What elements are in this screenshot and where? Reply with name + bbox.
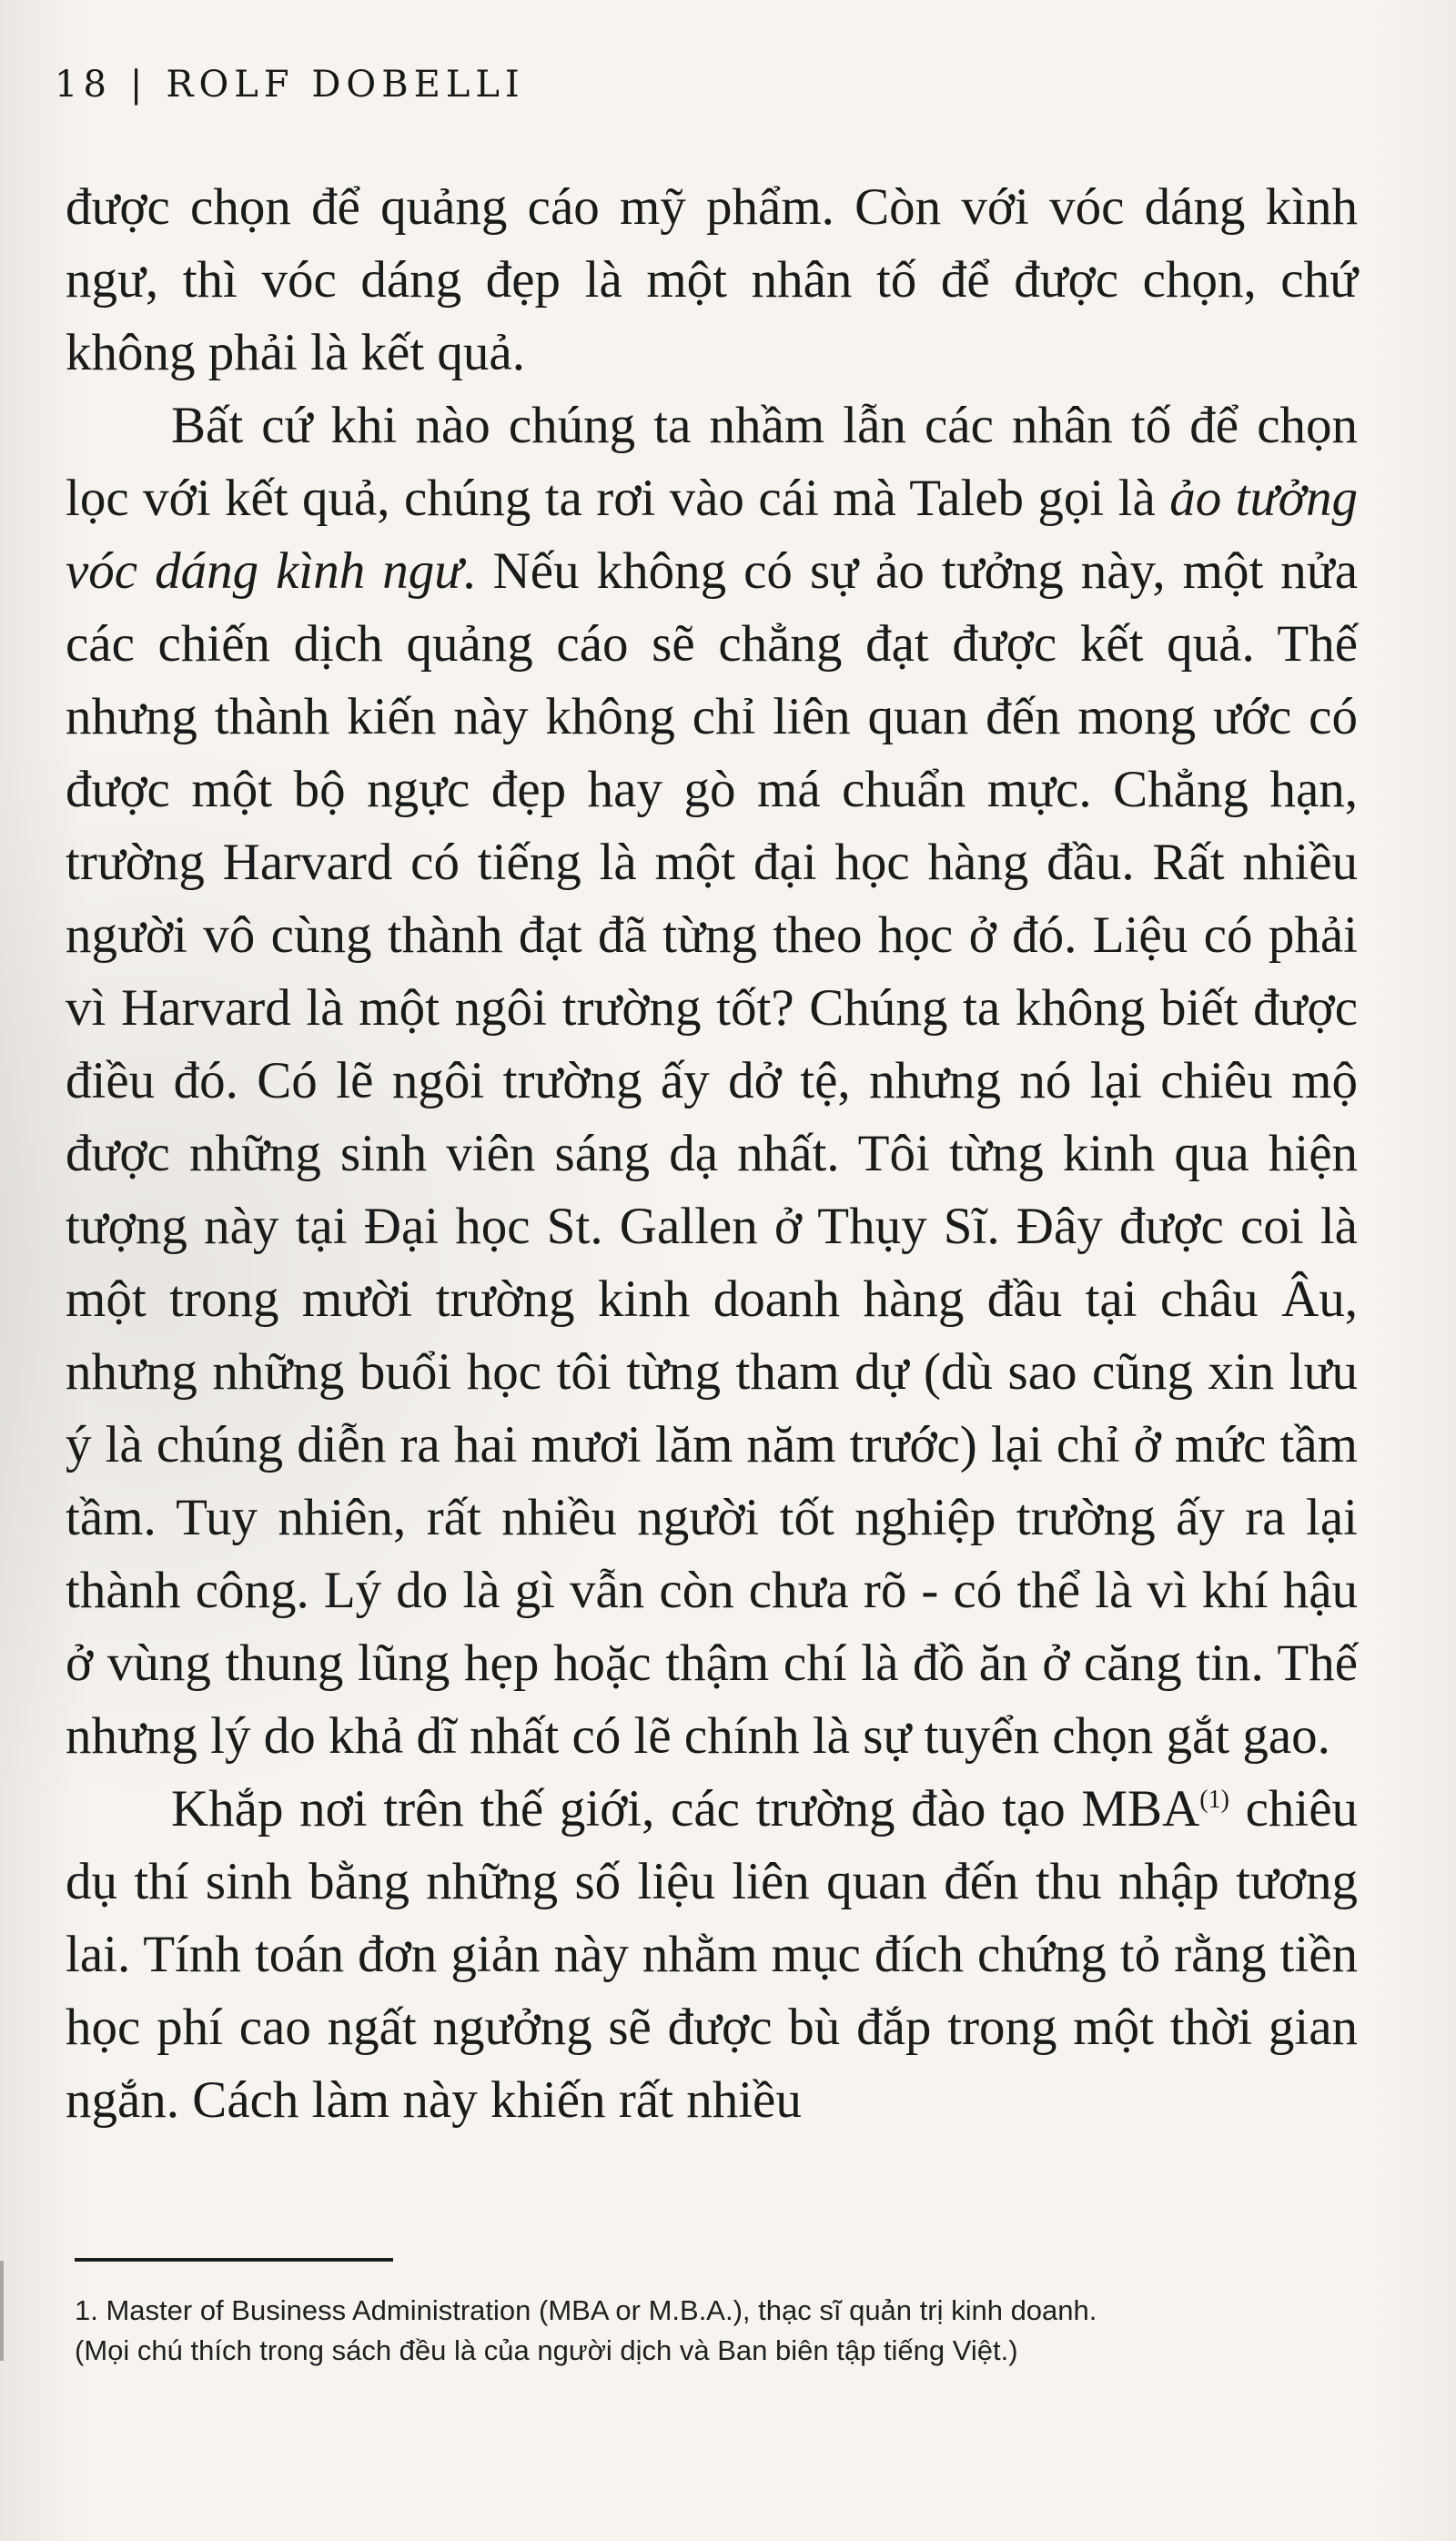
paragraph-3: [66, 1773, 1358, 2137]
paragraph-3-text-start: Khắp nơi trên thế giới, các trường đào tạo MBA: [171, 1780, 1200, 1837]
page-number: 18: [55, 64, 112, 106]
paragraph-1: được chọn để quảng cáo mỹ phẩm. Còn với vóc dáng kình ngư, thì vóc dáng đẹp là một nhân tố để được chọn, chứ không phải là kết quả.: [66, 178, 1358, 381]
paragraph-3-text-end: chiêu dụ thí sinh bằng những số liệu liên quan đến thu nhập tương lai. Tính toán đơn giản này nhằm mục đích chứng tỏ rằng tiền học phí cao ngất ngưởng sẽ được bù đắp trong một thời gian ngắn. Cách làm này khiến rất nhiều: [66, 1780, 1359, 2129]
paragraph-2: [66, 390, 1358, 1773]
footnote-rule: [75, 2258, 393, 2262]
footnote-line-1: 1. Master of Business Administration (MBA or M.B.A.), thạc sĩ quản trị kinh doanh.: [75, 2294, 1097, 2326]
footnote-line-2: (Mọi chú thích trong sách đều là của người dịch và Ban biên tập tiếng Việt.): [75, 2334, 1018, 2366]
header-separator: |: [129, 64, 148, 106]
paragraph-2-italic-term: ảo tưởng vóc dáng kình ngư: [66, 470, 1358, 600]
author-name: ROLF DOBELLI: [166, 64, 525, 106]
paragraph-2-text-end: . Nếu không có sự ảo tưởng này, một nửa các chiến dịch quảng cáo sẽ chẳng đạt được kết quả. Thế nhưng thành kiến này không chỉ liên quan đến mong ước có được một bộ ngực đẹp hay gò má chuẩn mực. Chẳng hạn, trường Harvard có tiếng là một đại học hàng đầu. Rất nhiều người vô cùng thành đạt đã từng theo học ở đó. Liệu có phải vì Harvard là một ngôi trường tốt? Chúng ta không biết được điều đó. Có lẽ ngôi trường ấy dở tệ, nhưng nó lại chiêu mộ được những sinh viên sáng dạ nhất. Tôi từng kinh qua hiện tượng này tại Đại học St. Gallen ở Thụy Sĩ. Đây được coi là một trong mười trường kinh doanh hàng đầu tại châu Âu, nhưng những buổi học tôi từng tham dự (dù sao cũng xin lưu ý là chúng diễn ra hai mươi lăm năm trước) lại chỉ ở mức tầm tầm. Tuy nhiên, rất nhiều người tốt nghiệp trường ấy ra lại thành công. Lý do là gì vẫn còn chưa rõ - có thể là vì khí hậu ở vùng thung lũng hẹp hoặc thậm chí là đồ ăn ở căng tin. Thế nhưng lý do khả dĩ nhất có lẽ chính là sự tuyển chọn gắt gao.: [66, 542, 1358, 1765]
main-text: [66, 171, 1358, 2137]
paragraph-2-text-start: Bất cứ khi nào chúng ta nhầm lẫn các nhân tố để chọn lọc với kết quả, chúng ta rơi vào cái mà Taleb gọi là: [66, 397, 1358, 527]
running-head: [55, 64, 525, 106]
page-edge-mark: [0, 2261, 29, 2361]
footnotes: [75, 2291, 1376, 2371]
footnote-reference: (1): [1199, 1786, 1229, 1814]
